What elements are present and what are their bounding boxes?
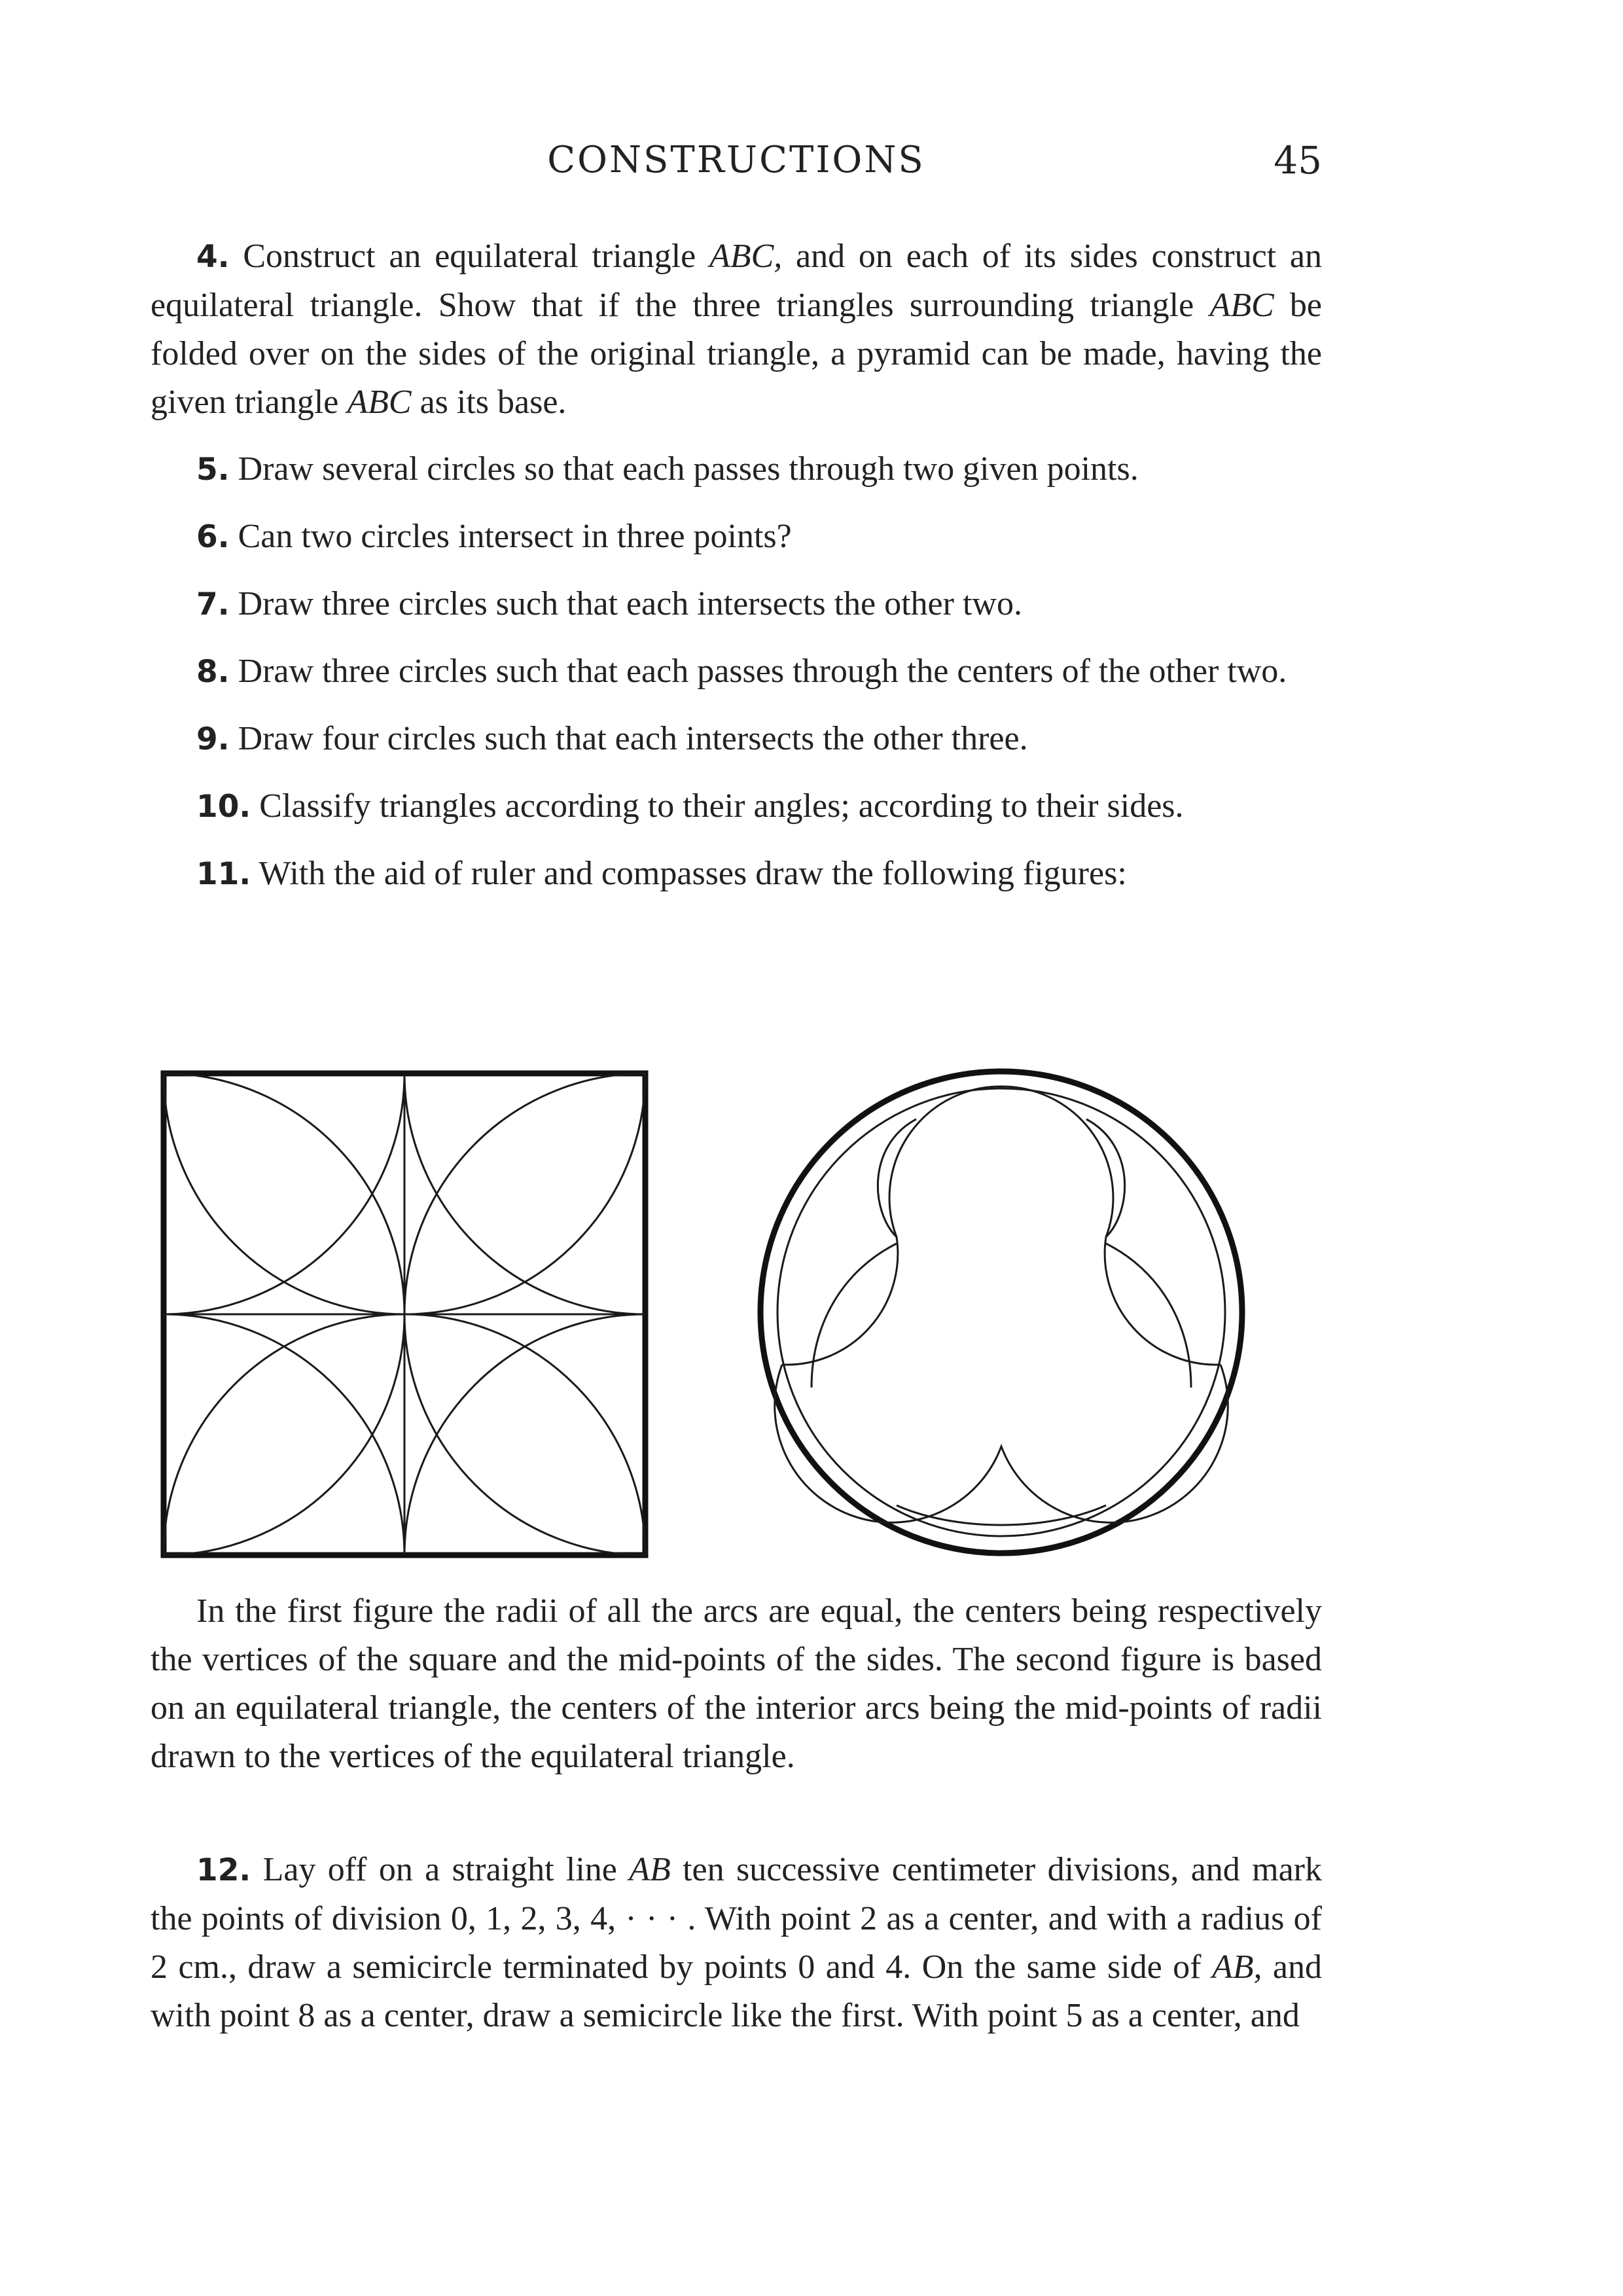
problem-number: 7. (196, 586, 230, 622)
trefoil-lobe-left (878, 1119, 916, 1237)
problems-lower (151, 1846, 1322, 2058)
figure-square-star (151, 1047, 1322, 1584)
arc-corner-bl (164, 1314, 404, 1555)
figure-explanation: In the first figure the radii of all the arcs are equal, the centers being respectively the vertices of the square and the mid-points of the sides. The second figure is based on an equilateral triangle, the centers of the interior arcs being the mid-points of radii drawn to the vertices of the equilateral triangle. (151, 1592, 1322, 1775)
arc-corner-tr (404, 1073, 645, 1314)
problem-number: 9. (196, 721, 230, 757)
problem-number: 11. (196, 856, 251, 892)
trefoil-lobe-left-lower (812, 1244, 897, 1388)
trefoil-lobe-right (1086, 1119, 1125, 1237)
square-star-figure (164, 1073, 645, 1555)
trefoil-lobe-bottom (897, 1505, 1106, 1525)
problem-8: 8. Draw three circles such that each passes through the centers of the other two. (196, 653, 1287, 690)
page-header (151, 134, 1322, 193)
explanation-text (151, 1587, 1322, 1799)
trefoil-arc-right (1001, 1086, 1221, 1365)
trefoil-arc-left (782, 1086, 1001, 1365)
problem-12: 12. Lay off on a straight line AB ten successive centimeter divisions, and mark the points of division 0, 1, 2, 3, 4, · · · . With point 2 as a center, and with a radius of 2 cm., draw a semicircle terminated by points 0 and 4. On the same side of AB, and with point 8 as a center, draw a semicircle like the first. With point 5 as a center, and (151, 1851, 1322, 2034)
problem-number: 8. (196, 654, 230, 690)
arc-corner-br (404, 1314, 645, 1555)
problem-number: 10. (196, 789, 251, 825)
problems-upper (151, 232, 1322, 917)
arc-corner-tl (164, 1073, 404, 1314)
problem-9: 9. Draw four circles such that each intersects the other three. (196, 720, 1028, 757)
running-title: CONSTRUCTIONS (547, 139, 925, 181)
problem-number: 5. (196, 452, 230, 488)
trefoil-arc-bottom (775, 1365, 1228, 1522)
problem-11: 11. With the aid of ruler and compasses draw the following figures: (196, 855, 1127, 892)
problem-6: 6. Can two circles intersect in three points? (196, 518, 792, 555)
inner-circle (777, 1088, 1225, 1536)
figures (151, 1047, 1322, 1584)
problem-number: 4. (196, 239, 230, 275)
problem-number: 12. (196, 1852, 251, 1888)
problem-5: 5. Draw several circles so that each passes through two given points. (196, 450, 1139, 488)
page-number: 45 (1274, 138, 1322, 183)
trefoil-figure (760, 1071, 1242, 1553)
trefoil-lobe-right-lower (1106, 1244, 1191, 1388)
problem-10: 10. Classify triangles according to their angles; according to their sides. (196, 787, 1184, 825)
problem-4: 4. Construct an equilateral triangle ABC, and on each of its sides construct an equilateral triangle. Show that if the three triangles surrounding triangle ABC be folded over on the sides of the original triangle, a pyramid can be made, having the given triangle ABC as its base. (151, 238, 1322, 421)
outer-circle (760, 1071, 1242, 1553)
problem-7: 7. Draw three circles such that each intersects the other two. (196, 585, 1022, 622)
problem-number: 6. (196, 519, 230, 555)
